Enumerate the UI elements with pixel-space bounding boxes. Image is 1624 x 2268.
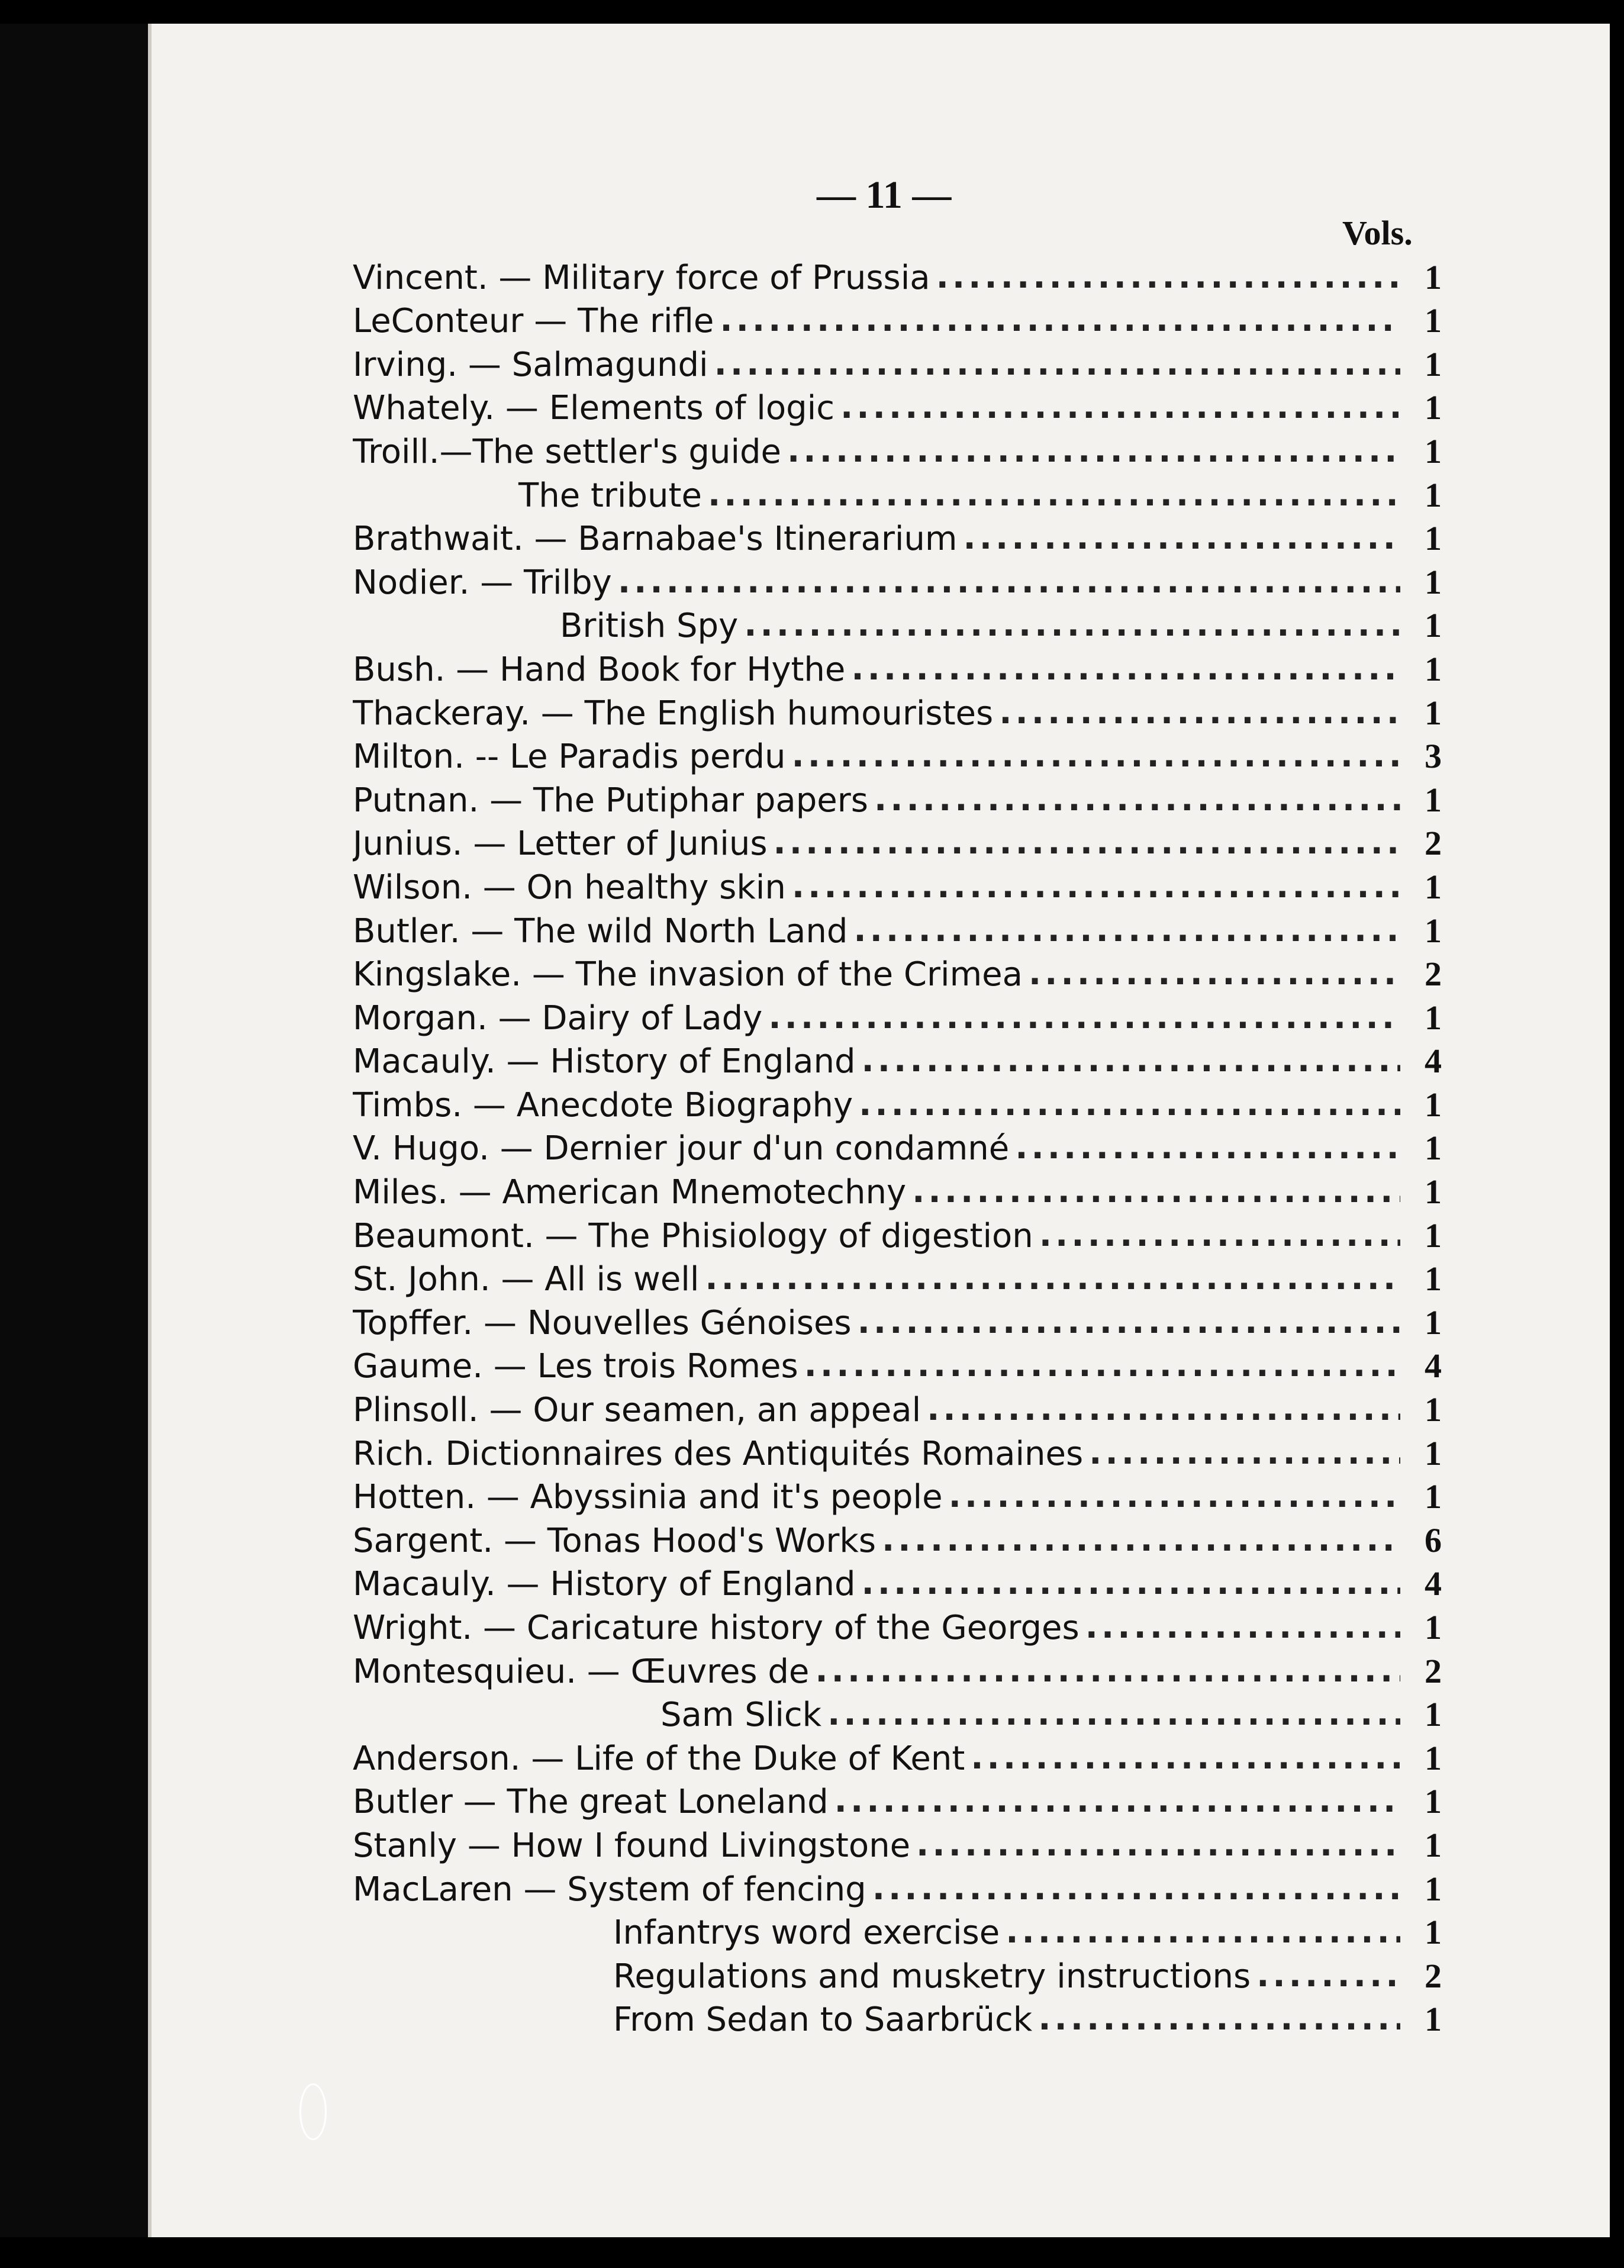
book-title: Butler. — The wild North Land [353, 911, 848, 951]
book-entry [353, 1342, 1442, 1386]
book-entry [353, 689, 1442, 733]
dot-leader [774, 826, 1401, 863]
page-number: — 11 — [817, 173, 952, 217]
book-entry [353, 602, 1442, 646]
dot-leader [862, 1044, 1401, 1081]
volume-count: 6 [1425, 1520, 1442, 1560]
dot-leader [1015, 1131, 1400, 1168]
dot-leader [851, 652, 1400, 689]
dot-leader [872, 1872, 1400, 1909]
book-entry [353, 820, 1442, 864]
book-entry [353, 907, 1442, 951]
volume-count: 4 [1425, 1564, 1442, 1603]
dot-leader [744, 608, 1400, 645]
book-entry [353, 1299, 1442, 1342]
book-title: Wright. — Caricature history of the Georges [353, 1609, 1080, 1647]
book-entry [353, 1081, 1442, 1125]
volume-count: 1 [1425, 388, 1442, 427]
book-entry [353, 471, 1442, 515]
book-entry [353, 558, 1442, 602]
book-entry [353, 297, 1442, 341]
volume-count: 1 [1425, 693, 1442, 732]
book-entry [353, 1125, 1442, 1168]
volume-count: 1 [1425, 257, 1442, 297]
book-entry [353, 253, 1442, 297]
volume-count: 1 [1425, 1869, 1442, 1908]
volume-count: 1 [1425, 344, 1442, 384]
book-title: LeConteur — The rifle [353, 302, 714, 341]
volume-count: 2 [1425, 824, 1442, 863]
volume-count: 1 [1425, 649, 1442, 688]
volume-count: 2 [1425, 1651, 1442, 1690]
volume-count: 1 [1425, 1695, 1442, 1734]
volume-count: 1 [1425, 1129, 1442, 1168]
book-title: Macauly. — History of England [353, 1565, 856, 1604]
volume-count: 1 [1425, 562, 1442, 601]
book-title: Brathwait. — Barnabae's Itinerarium [353, 520, 958, 559]
book-title: Anderson. — Life of the Duke of Kent [353, 1739, 965, 1778]
volume-count: 1 [1425, 780, 1442, 819]
book-entry [353, 340, 1442, 384]
book-title: Timbs. — Anecdote Biography [353, 1085, 853, 1125]
volume-count: 1 [1425, 1433, 1442, 1473]
dot-leader [853, 914, 1400, 951]
book-entry [353, 1778, 1442, 1822]
volume-count: 1 [1425, 1085, 1442, 1124]
dot-leader [1089, 1436, 1400, 1473]
dot-leader [705, 1262, 1400, 1299]
dot-leader [936, 260, 1400, 297]
dot-leader [618, 565, 1400, 602]
book-entry [353, 384, 1442, 428]
dot-leader [792, 739, 1401, 776]
dot-leader [949, 1480, 1400, 1516]
dot-leader [971, 1741, 1400, 1778]
volume-count: 1 [1425, 867, 1442, 906]
facing-page-edge [0, 24, 148, 2237]
book-title: Beaumont. — The Phisiology of digestion [353, 1216, 1033, 1255]
book-title: Wilson. — On healthy skin [353, 868, 786, 907]
dot-leader [1029, 957, 1400, 994]
book-entry [353, 951, 1442, 994]
book-title: Rich. Dictionnaires des Antiquités Romaines [353, 1434, 1084, 1473]
volume-count: 4 [1425, 1346, 1442, 1386]
book-title: From Sedan to Saarbrück [613, 2000, 1033, 2040]
dot-leader [840, 391, 1400, 427]
dot-leader [768, 1001, 1400, 1038]
dot-leader [862, 1567, 1401, 1603]
book-entry [353, 1952, 1442, 1996]
volume-count: 1 [1425, 1216, 1442, 1255]
book-title: Vincent. — Military force of Prussia [353, 258, 930, 297]
dot-leader [815, 1654, 1400, 1691]
volume-count: 3 [1425, 737, 1442, 776]
book-entry [353, 1212, 1442, 1255]
volume-count: 1 [1425, 911, 1442, 950]
book-entry [353, 1734, 1442, 1778]
dot-leader [859, 1088, 1400, 1125]
book-title: Regulations and musketry instructions [613, 1957, 1251, 1996]
book-title: British Spy [560, 607, 739, 646]
volume-count: 4 [1425, 1042, 1442, 1081]
book-title: Sargent. — Tonas Hood's Works [353, 1521, 877, 1560]
dot-leader [963, 521, 1400, 558]
book-entry [353, 1473, 1442, 1517]
book-title: MacLaren — System of fencing [353, 1870, 866, 1909]
book-title: St. John. — All is well [353, 1260, 700, 1299]
volumes-column-header: Vols. [1342, 214, 1413, 252]
book-entry [353, 1429, 1442, 1473]
book-title: Milton. -- Le Paradis perdu [353, 737, 786, 777]
volume-count: 1 [1425, 1608, 1442, 1647]
book-entry [353, 1691, 1442, 1735]
book-entry [353, 776, 1442, 820]
dot-leader [874, 783, 1400, 820]
book-entry [353, 1386, 1442, 1429]
book-title: Sam Slick [660, 1696, 822, 1735]
book-entry [353, 1516, 1442, 1560]
book-title: Thackeray. — The English humouristes [353, 694, 994, 733]
dot-leader [827, 1697, 1400, 1734]
book-entry [353, 1603, 1442, 1647]
book-title: V. Hugo. — Dernier jour d'un condamné [353, 1129, 1010, 1168]
book-entry [353, 1821, 1442, 1865]
book-title: Plinsoll. — Our seamen, an appeal [353, 1391, 921, 1430]
volume-count: 1 [1425, 1303, 1442, 1342]
dot-leader [1038, 2002, 1400, 2039]
dot-leader [912, 1175, 1400, 1212]
book-title: Stanly — How I found Livingstone [353, 1826, 911, 1865]
book-title: Whately. — Elements of logic [353, 389, 835, 428]
dot-leader [787, 434, 1400, 471]
volume-count: 1 [1425, 1259, 1442, 1299]
book-entry [353, 1560, 1442, 1604]
book-entry [353, 1255, 1442, 1299]
dot-leader [1006, 1915, 1400, 1952]
book-title: Morgan. — Dairy of Lady [353, 998, 763, 1038]
book-entry [353, 1865, 1442, 1909]
dot-leader [927, 1393, 1400, 1429]
volume-count: 1 [1425, 2000, 1442, 2039]
book-title: Butler — The great Loneland [353, 1783, 829, 1822]
book-title: Putnan. — The Putiphar papers [353, 781, 868, 820]
book-entry [353, 733, 1442, 777]
book-entry [353, 645, 1442, 689]
dot-leader [720, 304, 1400, 340]
volume-count: 1 [1425, 1913, 1442, 1952]
book-entry [353, 994, 1442, 1038]
volume-count: 1 [1425, 606, 1442, 645]
volume-count: 2 [1425, 955, 1442, 994]
book-title: Junius. — Letter of Junius [353, 824, 768, 864]
volume-count: 1 [1425, 1825, 1442, 1864]
book-entry [353, 1038, 1442, 1081]
book-entry [353, 1996, 1442, 2040]
dot-leader [834, 1784, 1400, 1821]
book-title: Gaume. — Les trois Romes [353, 1347, 798, 1386]
book-entry [353, 1168, 1442, 1212]
book-title: Macauly. — History of England [353, 1042, 856, 1081]
dot-leader [792, 870, 1400, 907]
dot-leader [708, 478, 1400, 515]
volume-count: 1 [1425, 998, 1442, 1037]
volume-count: 1 [1425, 1477, 1442, 1516]
book-title: Infantrys word exercise [613, 1913, 1000, 1953]
book-title: Troill.—The settler's guide [353, 432, 782, 471]
book-title: Bush. — Hand Book for Hythe [353, 650, 846, 689]
volume-count: 1 [1425, 301, 1442, 340]
volume-count: 1 [1425, 1390, 1442, 1429]
book-title: Hotten. — Abyssinia and it's people [353, 1478, 943, 1517]
book-entry [353, 1909, 1442, 1953]
volume-count: 1 [1425, 1172, 1442, 1212]
book-title: Miles. — American Mnemotechny [353, 1173, 907, 1212]
scan-artifact [299, 2083, 327, 2140]
dot-leader [804, 1349, 1400, 1386]
volume-count: 1 [1425, 431, 1442, 471]
book-title: Topffer. — Nouvelles Génoises [353, 1303, 852, 1342]
volume-count: 1 [1425, 475, 1442, 514]
book-entry [353, 1647, 1442, 1691]
book-list [353, 253, 1442, 2039]
book-entry [353, 515, 1442, 559]
dot-leader [1256, 1959, 1400, 1996]
book-title: Nodier. — Trilby [353, 563, 612, 602]
dot-leader [858, 1306, 1400, 1342]
volume-count: 1 [1425, 1782, 1442, 1821]
dot-leader [999, 696, 1400, 733]
book-entry [353, 863, 1442, 907]
dot-leader [714, 347, 1400, 384]
dot-leader [1039, 1219, 1400, 1255]
book-title: Montesquieu. — Œuvres de [353, 1652, 810, 1691]
volume-count: 2 [1425, 1956, 1442, 1995]
dot-leader [916, 1828, 1400, 1865]
book-title: Kingslake. — The invasion of the Crimea [353, 955, 1023, 994]
book-title: The tribute [518, 476, 702, 515]
volume-count: 1 [1425, 519, 1442, 558]
book-entry [353, 427, 1442, 471]
dot-leader [1085, 1610, 1400, 1647]
volume-count: 1 [1425, 1738, 1442, 1777]
dot-leader [882, 1523, 1400, 1560]
book-title: Irving. — Salmagundi [353, 345, 708, 384]
